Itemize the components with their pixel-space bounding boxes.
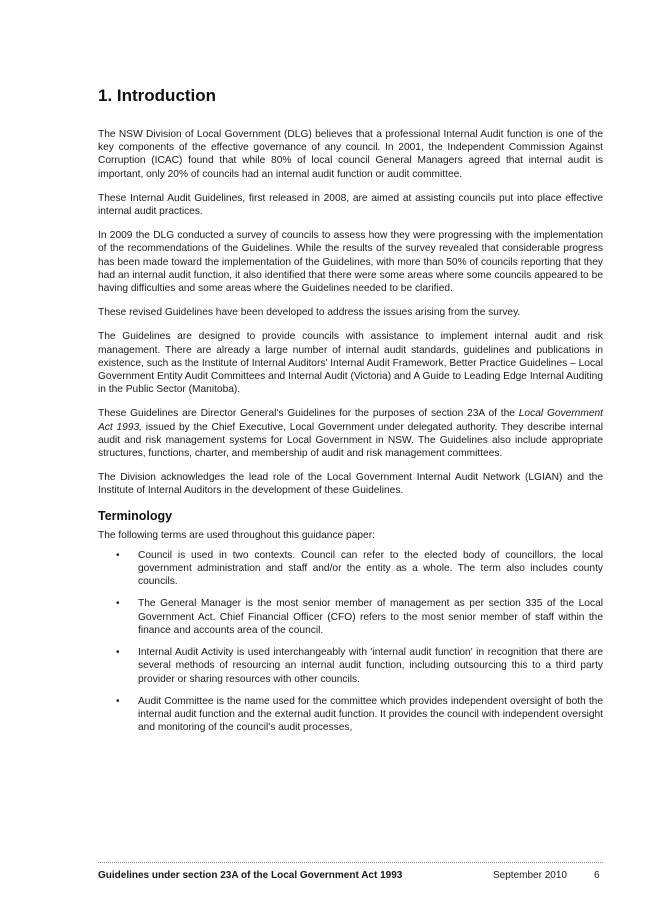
- bullet-icon: •: [116, 549, 120, 561]
- paragraph-survey: In 2009 the DLG conducted a survey of councils to assess how they were progressing with the implementation of the recommendations of the Guidelines. While the results of the survey revealed that considerable progress has been made toward the implementation of the Guidelines, with more than 50% of councils reporting that they had an internal audit function, it also identified that there were some areas where some councils appeared to be having difficulties and some areas where the Guidelines needed to be clarified.: [98, 230, 603, 295]
- list-item: [98, 597, 603, 637]
- paragraph-acknowledgement: The Division acknowledges the lead role of the Local Government Internal Audit Network (LGIAN) and the Institute of Internal Auditors in the development of these Guidelines.: [98, 472, 603, 497]
- list-item-text: Audit Committee is the name used for the committee which provides independent oversight of both the internal audit function and the external audit function. It provides the council with independent oversight and monitoring of the council's audit processes,: [138, 695, 603, 734]
- page-number: 6: [594, 870, 600, 881]
- list-item-text: The General Manager is the most senior member of management as per section 335 of the Local Government Act. Chief Financial Officer (CFO) refers to the most senior member of staff within the finance and accounts area of the council.: [138, 598, 603, 636]
- paragraph-design: The Guidelines are designed to provide councils with assistance to implement internal audit and risk management. There are already a large number of internal audit standards, guidelines and publications in existence, such as the Institute of Internal Auditors' Internal Audit Framework, Better Practice Guidelines – Local Government Entity Audit Committees and Internal Audit (Victoria) and A Guide to Leading Edge Internal Auditing in the Public Sector (Manitoba).: [98, 331, 603, 396]
- bullet-icon: •: [116, 647, 120, 659]
- section-heading: 1. Introduction: [98, 86, 217, 105]
- act-title: Local Government Act 1993,: [98, 408, 604, 433]
- paragraph-revised: These revised Guidelines have been developed to address the issues arising from the survey.: [98, 307, 521, 319]
- footer-divider: [98, 862, 603, 863]
- paragraph-director-general: [98, 407, 603, 460]
- bullet-icon: •: [116, 598, 120, 610]
- list-item: [98, 549, 603, 589]
- document-body: [98, 86, 603, 743]
- terminology-heading: Terminology: [98, 508, 173, 523]
- bullet-icon: •: [116, 695, 120, 707]
- footer-title: Guidelines under section 23A of the Local Government Act 1993: [98, 870, 403, 881]
- paragraph-text: issued by the Chief Executive, Local Government under delegated authority. They describe internal audit and risk management systems for Local Government in NSW. The Guidelines also include appropriate structures, functions, charter, and membership of audit and risk management committees.: [98, 421, 604, 460]
- paragraph-guidelines-release: These Internal Audit Guidelines, first released in 2008, are aimed at assisting councils put into place effective internal audit practices.: [98, 192, 603, 218]
- terminology-intro: The following terms are used throughout this guidance paper:: [98, 529, 375, 541]
- paragraph-dlg-belief: The NSW Division of Local Government (DLG) believes that a professional Internal Audit function is one of the key components of the effective governance of any council. In 2001, the Independent Commission Against Corruption (ICAC) found that while 80% of local council General Managers agreed that internal audit is important, only 20% of councils had an internal audit function or audit committee.: [98, 129, 603, 180]
- terminology-list: [98, 549, 603, 734]
- footer-date: September 2010: [493, 870, 567, 881]
- list-item-text: Internal Audit Activity is used interchangeably with 'internal audit function' in recognition that there are several methods of resourcing an internal audit function, including outsourcing this to a third party provider or sharing resources with other councils.: [138, 647, 603, 685]
- paragraph-text: These Guidelines are Director General's Guidelines for the purposes of section 23A of the: [98, 408, 519, 420]
- list-item: [98, 646, 603, 686]
- list-item-text: Council is used in two contexts. Council can refer to the elected body of councillors, the local government administration and staff and/or the entity as a whole. The term also includes county councils.: [138, 549, 603, 588]
- list-item: [98, 695, 603, 735]
